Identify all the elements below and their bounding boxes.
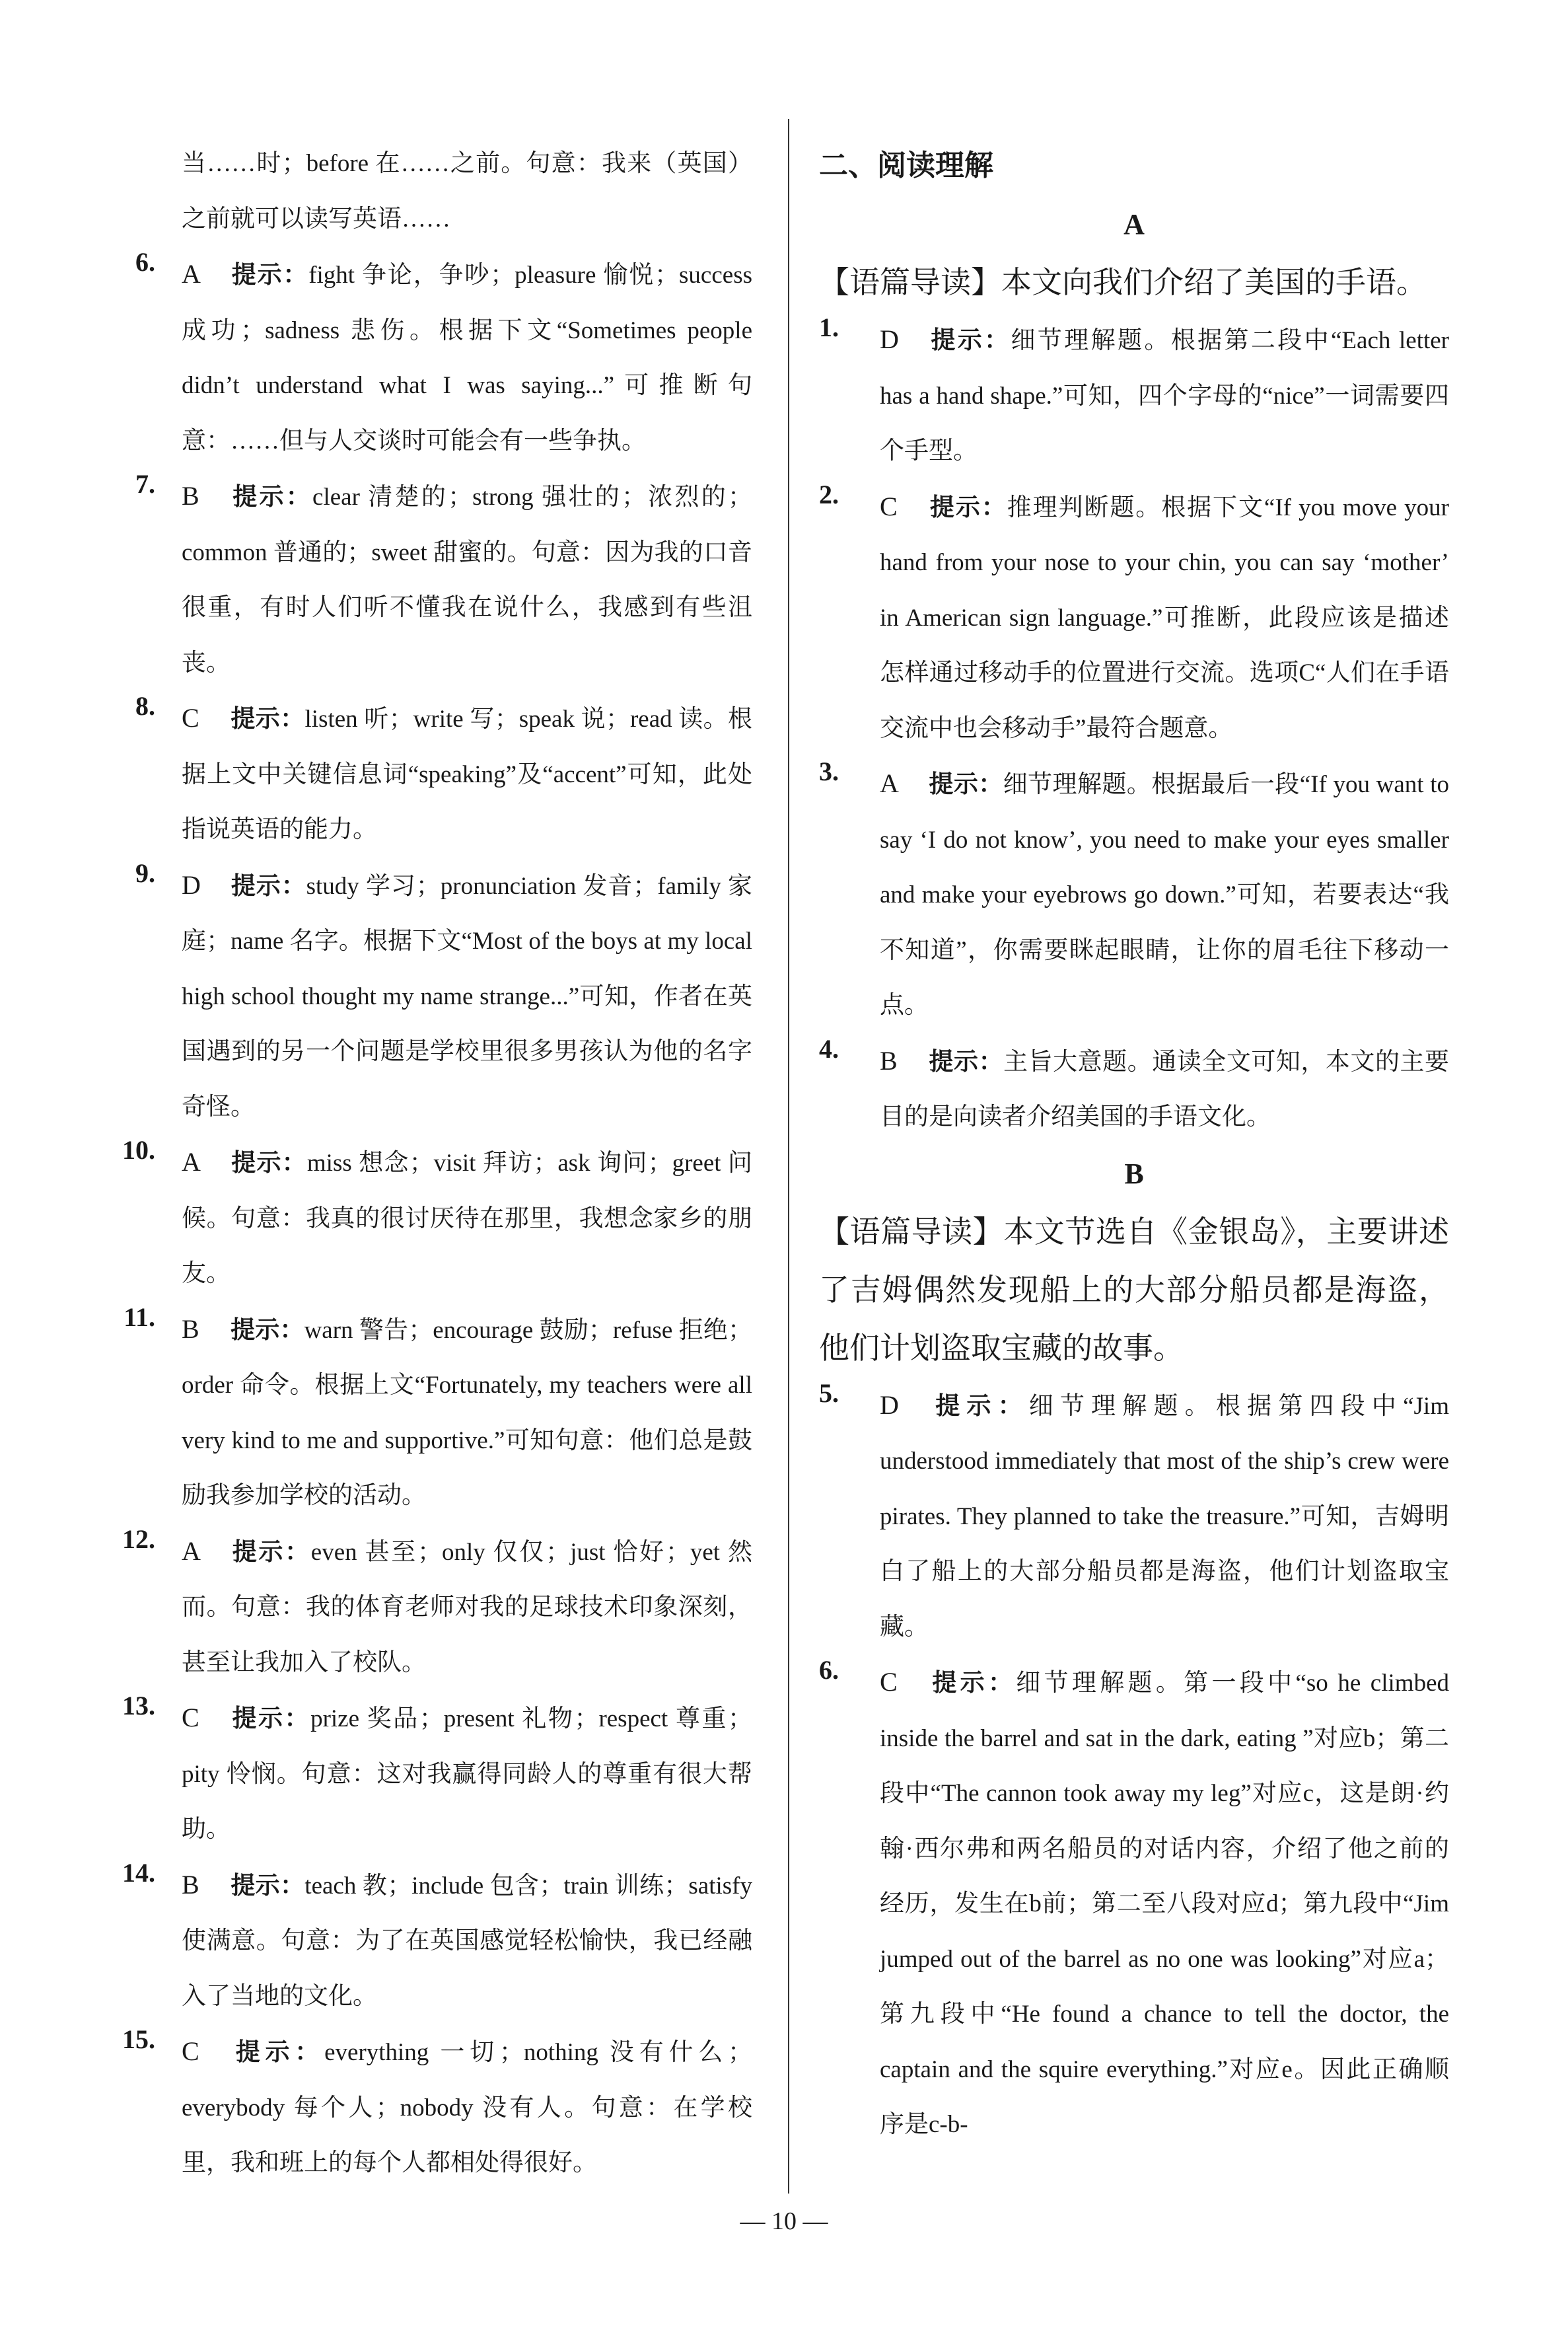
item-answer: B	[182, 481, 199, 511]
hint-text: 细节理解题。根据第四段中“Jim understood immediately that most of the ship’s crew were pirates. They planned to take the treasure.”可知，吉姆明白了船上的大部分船员都是海盗，他们计划盗取宝藏。	[880, 1392, 1449, 1641]
passage-a	[819, 196, 1449, 1145]
item-number: 15.	[122, 2024, 155, 2054]
answer-item	[122, 1857, 752, 2024]
item-answer: A	[182, 1535, 201, 1566]
hint-text: teach 教；include 包含；train 训练；satisfy 使满意。句意：为了在英国感觉轻松愉快，我已经融入了当地的文化。	[182, 1872, 752, 2010]
answer-item	[122, 1524, 752, 1691]
hint-label: 提示：	[231, 1872, 305, 1900]
answer-item	[819, 756, 1449, 1033]
item-number: 6.	[135, 247, 155, 277]
item-number: 13.	[122, 1691, 155, 1720]
passage-b	[819, 1145, 1449, 2153]
answer-item	[122, 1134, 753, 1302]
hint-label: 提示：	[231, 1705, 311, 1732]
answer-item	[135, 246, 752, 468]
right-column	[819, 136, 1449, 2153]
answer-item	[819, 1378, 1449, 1655]
item-number: 12.	[122, 1524, 155, 1554]
answer-item	[135, 858, 752, 1135]
item-number: 10.	[122, 1135, 155, 1165]
item-answer: C	[880, 491, 898, 521]
answer-item	[819, 479, 1449, 757]
hint-label: 提示：	[929, 771, 1003, 798]
item-number: 14.	[122, 1857, 155, 1888]
hint-text: 细节理解题。根据最后一段“If you want to say ‘I do not know’, you need to make your eyes smaller and make your eyebrows go down.”可知，若要表达“我不知道”，你需要眯起眼睛，让你的眉毛往下移动一点。	[880, 771, 1449, 1019]
answer-item	[135, 468, 752, 690]
item-answer: B	[880, 1045, 898, 1076]
hint-label: 提示：	[231, 1538, 311, 1566]
item-answer: A	[182, 1147, 201, 1177]
hint-text: miss 想念；visit 拜访；ask 询问；greet 问候。句意：我真的很讨厌待在那里，我想念家乡的朋友。	[182, 1150, 753, 1287]
hint-text: 细节理解题。根据第二段中“Each letter has a hand shape.”可知，四个字母的“nice”一词需要四个手型。	[880, 327, 1449, 464]
item-number: 11.	[124, 1302, 155, 1332]
item-answer: C	[880, 1667, 898, 1697]
page-number: — 10 —	[740, 2207, 828, 2235]
answer-item	[819, 1654, 1449, 2153]
item-answer: B	[182, 1313, 199, 1344]
hint-text: even 甚至；only 仅仅；just 恰好；yet 然而。句意：我的体育老师对我的足球技术印象深刻，甚至让我加入了校队。	[182, 1538, 752, 1676]
item-number: 3.	[819, 757, 839, 786]
item-number: 9.	[135, 858, 155, 888]
item-number: 8.	[135, 691, 155, 721]
item-answer: D	[182, 869, 201, 900]
item-answer: C	[182, 703, 199, 733]
hint-label: 提示：	[231, 262, 309, 289]
hint-text: warn 警告；encourage 鼓励；refuse 拒绝；order 命令。根据上文“Fortunately, my teachers were all very kind to me and supportive.”可知句意：他们总是鼓励我参加学校的活动。	[182, 1316, 752, 1509]
hint-text: 推理判断题。根据下文“If you move your hand from your nose to your chin, you can say ‘mother’ in American sign language.”可推断，此段应该是描述怎样通过移动手的位置进行交流。选项C“人们在手语交流中也会移动手”最符合题意。	[880, 494, 1449, 742]
item-number: 7.	[135, 469, 155, 499]
item-answer: D	[880, 1389, 899, 1420]
item-answer: C	[182, 2036, 199, 2066]
answer-item	[124, 1302, 752, 1524]
section-title: 二、阅读理解	[819, 149, 993, 182]
hint-text: fight 争论，争吵；pleasure 愉悦；success 成功；sadness 悲伤。根据下文“Sometimes people didn’t understand what I was saying...”可推断句意：……但与人交谈时可能会有一些争执。	[182, 262, 752, 455]
item-answer: A	[880, 768, 899, 798]
hint-label: 提示：	[231, 1316, 304, 1344]
passage-letter: A	[1123, 208, 1145, 240]
hint-label: 提示：	[929, 494, 1007, 521]
hint-label: 提示：	[231, 484, 313, 511]
item-number: 5.	[819, 1378, 839, 1408]
hint-label: 提示：	[929, 1048, 1004, 1076]
hint-label: 提示：	[929, 1670, 1016, 1697]
hint-text: clear 清楚的；strong 强壮的；浓烈的；common 普通的；sweet 甜蜜的。句意：因为我的口音很重，有时人们听不懂我在说什么，我感到有些沮丧。	[182, 484, 752, 677]
hint-label: 提示：	[231, 1150, 307, 1177]
hint-label: 提示：	[929, 1392, 1029, 1420]
hint-text: study 学习；pronunciation 发音；family 家庭；name 名字。根据下文“Most of the boys at my local high school thought my name strange...”可知，作者在英国遇到的另一个问题是学校里很多男孩认为他的名字奇怪。	[182, 872, 752, 1121]
item-number: 4.	[819, 1033, 839, 1064]
hint-text: 细节理解题。第一段中“so he climbed inside the barrel and sat in the dark, eating ”对应b；第二段中“The cannon took away my leg”对应c，这是朗·约翰·西尔弗和两名船员的对话内容，介绍了他之前的经历，发生在b前；第二至八段对应d；第九段中“Jim jumped out of the barrel as no one was looking”对应a；第九段中“He found a chance to tell the doctor, the captain and the squire everything.”对应e。因此正确顺序是c-b-	[880, 1670, 1449, 2138]
item-number: 1.	[819, 313, 839, 342]
hint-text: prize 奖品；present 礼物；respect 尊重；pity 怜悯。句意：这对我赢得同龄人的尊重有很大帮助。	[182, 1705, 752, 1843]
answer-item	[122, 2024, 752, 2191]
answer-item	[819, 312, 1449, 479]
hint-label: 提示：	[231, 706, 305, 733]
hint-text: listen 听；write 写；speak 说；read 读。根据上文中关键信息词“speaking”及“accent”可知，此处指说英语的能力。	[182, 706, 753, 843]
item-answer: D	[880, 324, 899, 354]
answer-item	[135, 690, 753, 858]
item-answer: C	[182, 1703, 199, 1732]
column-divider	[788, 119, 789, 2194]
intro-text: 当……时；before 在……之前。句意：我来（英国）之前就可以读写英语……	[182, 150, 752, 233]
hint-text: everything 一切；nothing 没有什么；everybody 每个人；nobody 没有人。句意：在学校里，我和班上的每个人都相处得很好。	[182, 2039, 752, 2176]
hint-label: 提示：	[231, 2039, 325, 2066]
left-column	[122, 136, 753, 2191]
hint-label: 提示：	[929, 327, 1011, 354]
hint-text: 主旨大意题。通读全文可知，本文的主要目的是向读者介绍美国的手语文化。	[880, 1048, 1450, 1130]
passage-guide: 【语篇导读】本文节选自《金银岛》，主要讲述了吉姆偶然发现船上的大部分船员都是海盗，他们计划盗取宝藏的故事。	[819, 1214, 1449, 1365]
passage-guide: 【语篇导读】本文向我们介绍了美国的手语。	[819, 266, 1427, 299]
answer-item	[819, 1033, 1450, 1145]
answer-item	[122, 1690, 752, 1857]
item-answer: A	[182, 259, 201, 289]
passage-letter: B	[1124, 1157, 1144, 1190]
item-answer: B	[182, 1869, 199, 1900]
hint-label: 提示：	[231, 872, 306, 900]
item-number: 6.	[819, 1655, 839, 1685]
item-number: 2.	[819, 479, 839, 509]
